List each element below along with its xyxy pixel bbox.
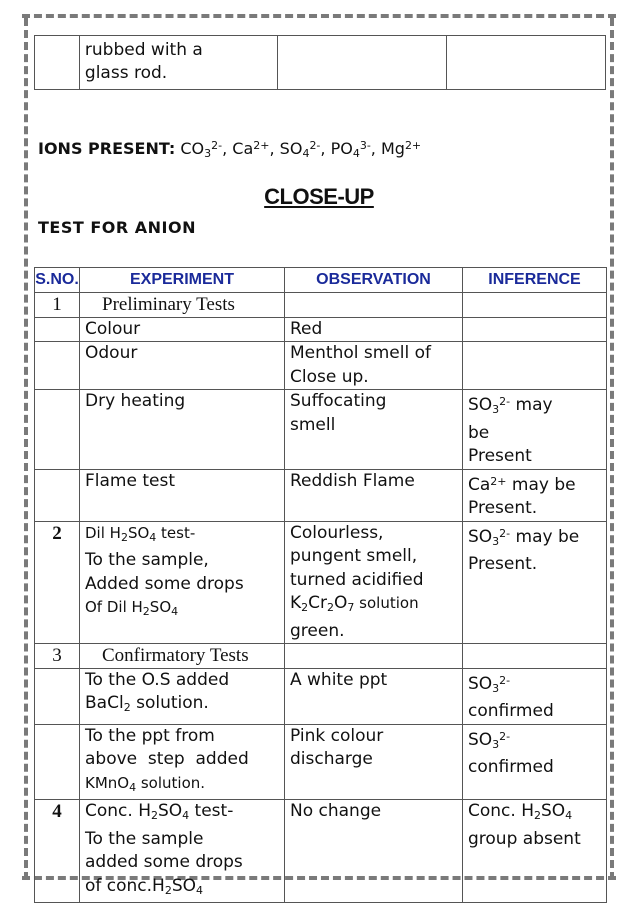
section-subtitle: TEST FOR ANION (38, 218, 196, 237)
sno-cell: 3 (35, 644, 80, 669)
inference-cell: Conc. $H_2SO_4$ group absent (463, 800, 607, 903)
observation-cell: Colourless, pungent smell, turned acidified $K_2Cr_2O_7$ solution green. (285, 521, 463, 644)
experiment-cell: Dry heating (80, 390, 285, 470)
observation-cell: Reddish Flame (285, 469, 463, 521)
ion-item: $CO_3^{2-}$, (175, 139, 228, 160)
inference-cell: $SO_3^{2-}$ confirmed (463, 724, 607, 800)
page-border-left (24, 18, 28, 880)
page-title: CLOSE-UP (264, 184, 374, 209)
section-heading: Preliminary Tests (80, 293, 285, 318)
inference-cell: $Ca^{2+}$ may be Present. (463, 469, 607, 521)
sno-cell: 4 (35, 800, 80, 903)
header-observation: OBSERVATION (285, 268, 463, 293)
inference-cell: $SO_3^{2-}$ may be Present. (463, 521, 607, 644)
inference-cell (463, 293, 607, 318)
header-experiment: EXPERIMENT (80, 268, 285, 293)
sno-cell (35, 36, 80, 90)
continuation-table (34, 35, 606, 90)
table-header-row (35, 268, 607, 293)
header-inference: INFERENCE (463, 268, 607, 293)
table-row (35, 668, 607, 724)
ions-label: IONS PRESENT: (38, 139, 176, 158)
section-heading: Confirmatory Tests (80, 644, 285, 669)
observation-cell: A white ppt (285, 668, 463, 724)
table-row (35, 390, 607, 470)
table-row (35, 293, 607, 318)
table-row (35, 644, 607, 669)
ion-item: $SO_4^{2-}$, (274, 139, 326, 160)
table-row (35, 521, 607, 644)
observation-cell: Suffocating smell (285, 390, 463, 470)
experiment-cell: To the ppt from above step added KMnO$_4$ solution. (80, 724, 285, 800)
sno-cell: 1 (35, 293, 80, 318)
sno-cell: 2 (35, 521, 80, 644)
experiment-cell: To the O.S added BaCl$_2$ solution. (80, 668, 285, 724)
ions-present-line (38, 139, 421, 160)
observation-cell (277, 36, 447, 90)
table-row (35, 724, 607, 800)
experiment-cell: Odour (80, 342, 285, 390)
inference-cell: $SO_3^{2-}$ may be Present (463, 390, 607, 470)
ion-item: $Ca^{2+}$, (227, 139, 275, 158)
inference-cell: $SO_3^{2-}$ confirmed (463, 668, 607, 724)
ion-item: $PO_4^{3-}$, (325, 139, 376, 160)
observation-cell: Red (285, 317, 463, 342)
experiment-cell: Colour (80, 317, 285, 342)
anion-test-table (34, 267, 607, 903)
experiment-cell: Flame test (80, 469, 285, 521)
experiment-cell: rubbed with a glass rod. (79, 36, 277, 90)
ion-item: $Mg^{2+}$ (375, 139, 422, 158)
observation-cell (285, 293, 463, 318)
experiment-cell: Conc. $H_2SO_4$ test- To the sample added some drops of $conc.H_2SO_4$ (80, 800, 285, 903)
table-row (35, 800, 607, 903)
table-row (35, 469, 607, 521)
table-row (35, 36, 606, 90)
inference-cell (447, 36, 606, 90)
page-border-right (610, 18, 614, 880)
observation-cell: Pink colour discharge (285, 724, 463, 800)
table-row (35, 317, 607, 342)
page-border-top (22, 14, 616, 18)
header-sno: S.NO. (35, 268, 80, 293)
experiment-cell: Dil $H_2SO_4$ test- To the sample, Added some drops Of Dil $H_2SO_4$ (80, 521, 285, 644)
table-row (35, 342, 607, 390)
observation-cell: Menthol smell of Close up. (285, 342, 463, 390)
observation-cell: No change (285, 800, 463, 903)
